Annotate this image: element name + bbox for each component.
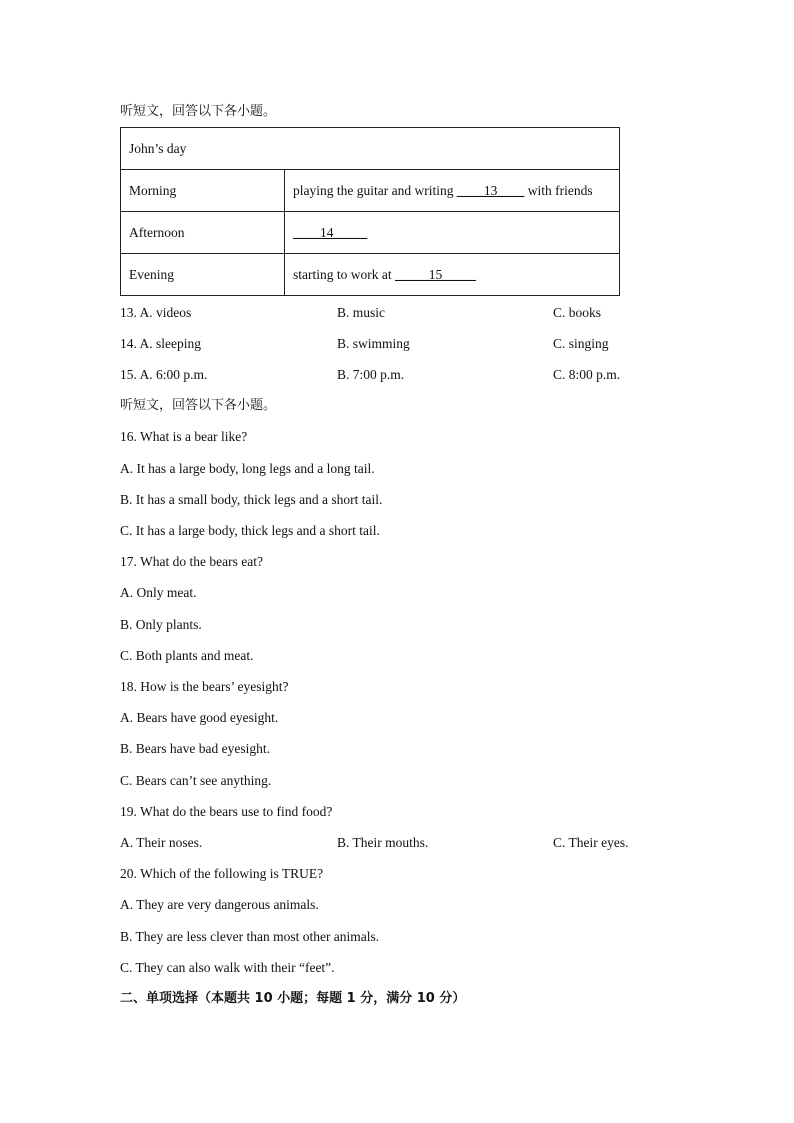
option-a: A. Their noses.	[120, 835, 203, 850]
option-a: A. Only meat.	[120, 585, 197, 600]
time-label: Afternoon	[121, 212, 285, 254]
option-c: C. 8:00 p.m.	[553, 367, 621, 382]
section-heading: 二、单项选择（本题共 10 小题；每题 1 分，满分 10 分）	[120, 991, 466, 1006]
table-row	[121, 212, 620, 254]
activity-cell	[285, 170, 620, 212]
activity-text: with friends	[524, 182, 593, 198]
answer-blank-13: ____13____	[456, 182, 525, 198]
table-title: John’s day	[121, 128, 620, 170]
option-b: B. Only plants.	[120, 617, 202, 632]
option-c: C. books	[553, 305, 602, 320]
listening-instruction-2: 听短文，回答以下各小题。	[120, 398, 277, 413]
option-b: B. music	[337, 305, 386, 320]
answer-blank-15: _____15_____	[394, 266, 476, 282]
question-stem: 17. What do the bears eat?	[120, 554, 263, 569]
question-stem: 16. What is a bear like?	[120, 429, 248, 444]
question-stem: 19. What do the bears use to find food?	[120, 804, 333, 819]
option-b: B. 7:00 p.m.	[337, 367, 405, 382]
option-c: C. singing	[553, 336, 609, 351]
answer-blank-14: ____14_____	[293, 224, 368, 240]
question-stem: 20. Which of the following is TRUE?	[120, 866, 324, 881]
option-c: C. Bears can’t see anything.	[120, 773, 272, 788]
activity-text: starting to work at	[293, 266, 395, 282]
option-c: C. Their eyes.	[553, 835, 629, 850]
table-row	[121, 170, 620, 212]
table-row	[121, 254, 620, 296]
option-c: C. Both plants and meat.	[120, 648, 254, 663]
option-a: A. Bears have good eyesight.	[120, 710, 279, 725]
time-label: Evening	[121, 254, 285, 296]
option-b: B. It has a small body, thick legs and a short tail.	[120, 492, 383, 507]
activity-text: playing the guitar and writing	[293, 182, 457, 198]
option-b: B. Their mouths.	[337, 835, 429, 850]
option-a: A. They are very dangerous animals.	[120, 897, 319, 912]
option-a: 14. A. sleeping	[120, 336, 201, 351]
option-c: C. It has a large body, thick legs and a short tail.	[120, 523, 380, 538]
option-a: A. It has a large body, long legs and a long tail.	[120, 461, 375, 476]
question-stem: 18. How is the bears’ eyesight?	[120, 679, 289, 694]
johns-day-table	[120, 127, 620, 296]
option-b: B. Bears have bad eyesight.	[120, 741, 270, 756]
table-title-row	[121, 128, 620, 170]
listening-instruction-1: 听短文，回答以下各小题。	[120, 104, 277, 119]
activity-cell	[285, 254, 620, 296]
option-a: 13. A. videos	[120, 305, 192, 320]
option-c: C. They can also walk with their “feet”.	[120, 960, 335, 975]
activity-cell	[285, 212, 620, 254]
time-label: Morning	[121, 170, 285, 212]
option-b: B. They are less clever than most other animals.	[120, 929, 380, 944]
option-a: 15. A. 6:00 p.m.	[120, 367, 208, 382]
option-b: B. swimming	[337, 336, 410, 351]
